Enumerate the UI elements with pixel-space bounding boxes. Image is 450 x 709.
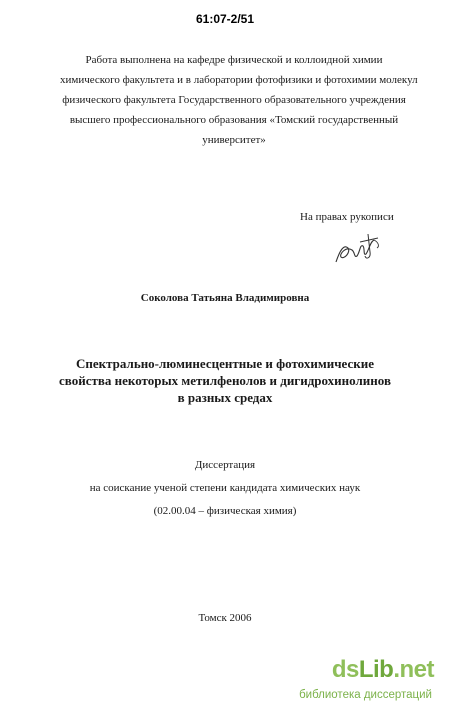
affiliation-line: физического факультета Государственного образовательного учреждения xyxy=(62,94,406,106)
affiliation-line: университет» xyxy=(202,134,266,146)
handwritten-signature-icon xyxy=(330,230,390,270)
logo-part-lib: Lib xyxy=(358,656,394,683)
author-name: Соколова Татьяна Владимировна xyxy=(140,292,310,304)
dslib-logo xyxy=(332,656,434,684)
degree-line: на соискание ученой степени кандидата химических наук xyxy=(89,482,361,494)
dissertation-info xyxy=(0,454,450,523)
affiliation-line: Работа выполнена на кафедре физической и коллоидной химии xyxy=(85,54,383,66)
dissertation-title xyxy=(0,355,450,406)
title-line: в разных средах xyxy=(177,390,273,405)
dslib-subtitle: библиотека диссертаций xyxy=(299,689,432,701)
city-year: Томск 2006 xyxy=(198,612,252,624)
catalog-code: 61:07-2/51 xyxy=(195,12,255,26)
logo-part-net: .net xyxy=(393,656,434,683)
affiliation-line: химического факультета и в лаборатории фотофизики и фотохимии молекул xyxy=(60,74,418,86)
dslib-watermark xyxy=(268,656,448,708)
logo-part-ds: ds xyxy=(331,656,359,683)
affiliation-line: высшего профессионального образования «Томский государственный xyxy=(69,114,399,126)
title-line: свойства некоторых метилфенолов и дигидрохинолинов xyxy=(59,373,391,388)
title-line: Спектрально-люминесцентные и фотохимические xyxy=(76,356,374,371)
dissertation-label: Диссертация xyxy=(194,459,256,471)
affiliation-block xyxy=(60,50,418,150)
specialty-line: (02.00.04 – физическая химия) xyxy=(153,505,297,517)
manuscript-rights-note: На правах рукописи xyxy=(300,211,394,223)
